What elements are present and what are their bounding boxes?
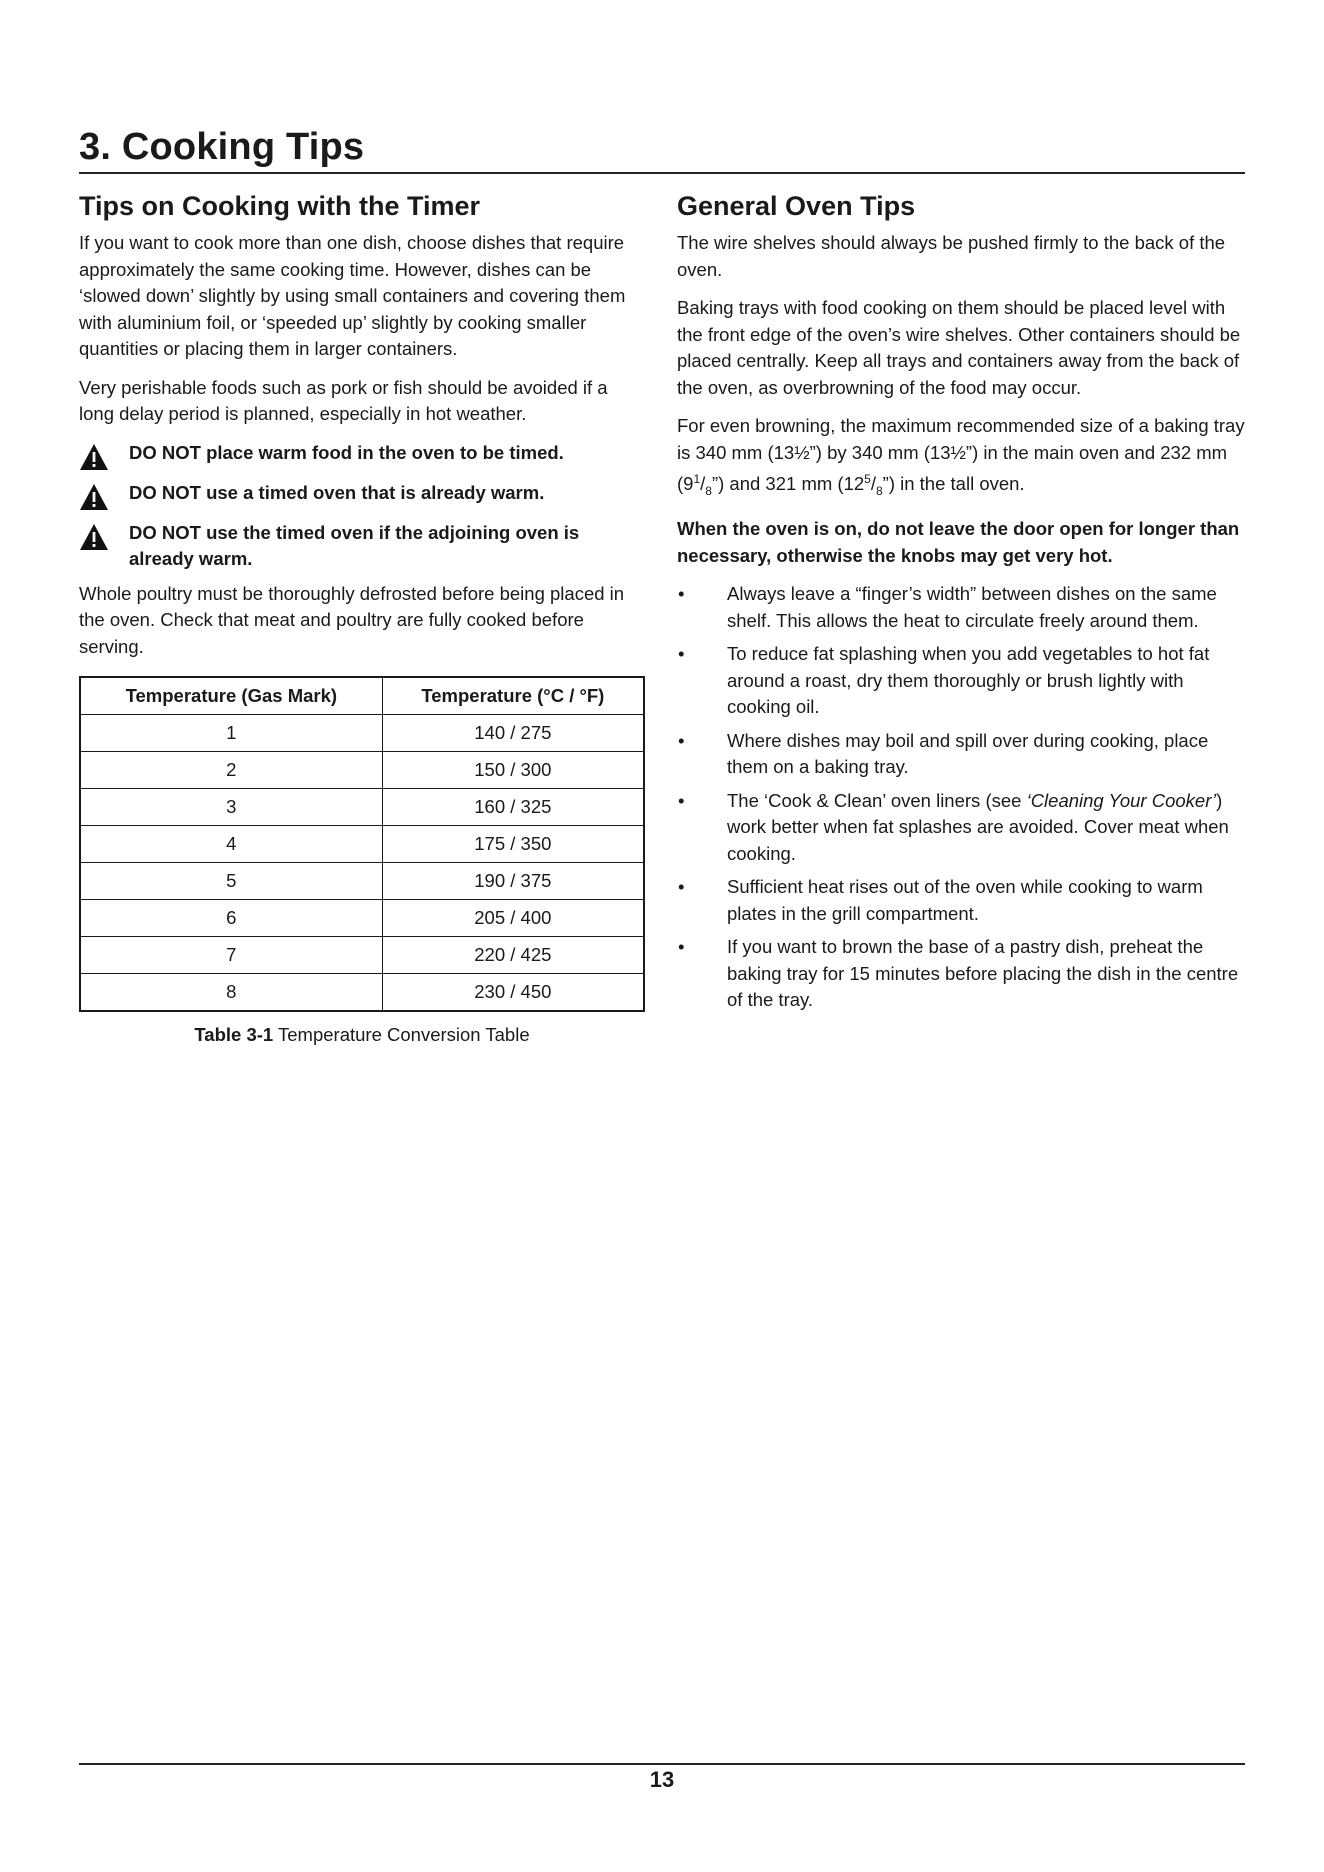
timer-tips-heading: Tips on Cooking with the Timer <box>79 191 481 221</box>
chapter-title: 3. Cooking Tips <box>79 126 365 168</box>
column-header-celsius-fahrenheit: Temperature (°C / °F) <box>382 677 644 715</box>
cleaning-your-cooker-reference: ‘Cleaning Your Cooker’ <box>1026 789 1217 811</box>
liners-text-after: ) work better when fat splashes are avoided. Cover meat when cooking. <box>727 789 1229 864</box>
list-item-text: If you want to brown the base of a pastry dish, preheat the baking tray for 15 minutes before placing the dish in the centre of the tray. <box>727 936 1239 1011</box>
fraction-denominator: 8 <box>705 483 712 498</box>
right-column <box>677 188 1245 1021</box>
temperature-cell: 140 / 275 <box>382 715 644 752</box>
warning-triangle-icon <box>79 483 109 511</box>
temperature-cell: 190 / 375 <box>382 863 644 900</box>
list-item <box>677 728 1245 781</box>
gas-mark-cell: 1 <box>80 715 382 752</box>
temperature-cell: 230 / 450 <box>382 974 644 1012</box>
warning-3 <box>79 520 647 572</box>
list-item <box>677 934 1245 1014</box>
timer-paragraph-1: If you want to cook more than one dish, choose dishes that require approximately the same cooking time. However, dishes can be ‘slowed down’ slightly by using small containers and covering them with aluminium foil, or ‘speeded up’ slightly by cooking smaller quantities or placing them in larger containers. <box>79 232 626 359</box>
fraction-denominator: 8 <box>875 483 883 498</box>
gas-mark-cell: 5 <box>80 863 382 900</box>
warning-2 <box>79 480 647 511</box>
table-caption-text: Temperature Conversion Table <box>278 1024 530 1045</box>
fraction-slash: / <box>700 473 706 495</box>
browning-text-1: For even browning, the maximum recommended size of a baking tray is 340 mm (13½”) by 340 mm (13½”) in the main oven and 232 mm (9 <box>677 415 1245 495</box>
poultry-paragraph: Whole poultry must be thoroughly defrosted before being placed in the oven. Check that meat and poultry are fully cooked before serving. <box>79 582 625 657</box>
table-row <box>80 826 644 863</box>
temperature-cell: 160 / 325 <box>382 789 644 826</box>
temperature-cell: 175 / 350 <box>382 826 644 863</box>
left-column <box>79 188 647 1048</box>
list-item-text: Where dishes may boil and spill over during cooking, place them on a baking tray. <box>727 729 1209 778</box>
gas-mark-cell: 7 <box>80 937 382 974</box>
table-row <box>80 715 644 752</box>
browning-text-2: ”) and 321 mm (12 <box>711 473 865 495</box>
bullet-dot: • <box>678 583 685 605</box>
temperature-conversion-table <box>79 676 645 1012</box>
bullet-dot: • <box>678 643 685 665</box>
list-item <box>677 641 1245 721</box>
table-caption-label: Table 3-1 <box>194 1024 274 1045</box>
door-open-warning: When the oven is on, do not leave the door open for longer than necessary, otherwise the knobs may get very hot. <box>677 518 1240 566</box>
browning-text-3: ”) in the tall oven. <box>882 473 1025 495</box>
warning-triangle-icon <box>79 523 109 551</box>
liners-text-before: The ‘Cook & Clean’ oven liners (see <box>727 789 1027 811</box>
list-item-text: Sufficient heat rises out of the oven while cooking to warm plates in the grill compartment. <box>727 876 1203 924</box>
table-row <box>80 863 644 900</box>
warning-text: DO NOT use the timed oven if the adjoining oven is already warm. <box>129 521 580 569</box>
baking-trays-paragraph: Baking trays with food cooking on them should be placed level with the front edge of the oven’s wire shelves. Other containers should be placed centrally. Keep all trays and containers away from the back of the oven, as overbrowning of the food may occur. <box>677 297 1241 398</box>
shelves-paragraph: The wire shelves should always be pushed firmly to the back of the oven. <box>677 232 1226 280</box>
bullet-dot: • <box>678 876 685 898</box>
temperature-cell: 220 / 425 <box>382 937 644 974</box>
warning-text: DO NOT use a timed oven that is already warm. <box>129 481 545 503</box>
gas-mark-cell: 3 <box>80 789 382 826</box>
oven-tips-list <box>677 581 1245 1014</box>
table-row <box>80 900 644 937</box>
gas-mark-cell: 4 <box>80 826 382 863</box>
even-browning-paragraph <box>677 413 1245 504</box>
list-item <box>677 581 1245 634</box>
gas-mark-cell: 6 <box>80 900 382 937</box>
timer-paragraph-2: Very perishable foods such as pork or fish should be avoided if a long delay period is planned, especially in hot weather. <box>79 376 608 424</box>
list-item <box>677 788 1245 868</box>
warning-1 <box>79 440 647 471</box>
gas-mark-cell: 8 <box>80 974 382 1012</box>
general-oven-tips-heading: General Oven Tips <box>677 191 916 221</box>
column-header-gas-mark: Temperature (Gas Mark) <box>80 677 382 715</box>
table-row <box>80 937 644 974</box>
table-row <box>80 974 644 1012</box>
temperature-cell: 150 / 300 <box>382 752 644 789</box>
table-header-row <box>80 677 644 715</box>
list-item-text: To reduce fat splashing when you add vegetables to hot fat around a roast, dry them thoroughly or brush lightly with cooking oil. <box>727 643 1210 718</box>
list-item-text: Always leave a “finger’s width” between dishes on the same shelf. This allows the heat to circulate freely around them. <box>727 583 1217 631</box>
warning-text: DO NOT place warm food in the oven to be timed. <box>129 441 564 463</box>
bullet-dot: • <box>678 789 685 811</box>
table-row <box>80 752 644 789</box>
list-item <box>677 874 1245 927</box>
bullet-dot: • <box>678 936 685 958</box>
header-rule <box>79 172 1245 174</box>
table-row <box>80 789 644 826</box>
table-caption <box>79 1022 645 1048</box>
fraction-numerator: 1 <box>693 472 701 486</box>
gas-mark-cell: 2 <box>80 752 382 789</box>
bullet-dot: • <box>678 729 685 751</box>
fraction-numerator: 5 <box>864 472 871 486</box>
fraction-slash: / <box>870 473 876 495</box>
temperature-cell: 205 / 400 <box>382 900 644 937</box>
warning-triangle-icon <box>79 443 109 471</box>
page-number: 13 <box>649 1767 675 1792</box>
